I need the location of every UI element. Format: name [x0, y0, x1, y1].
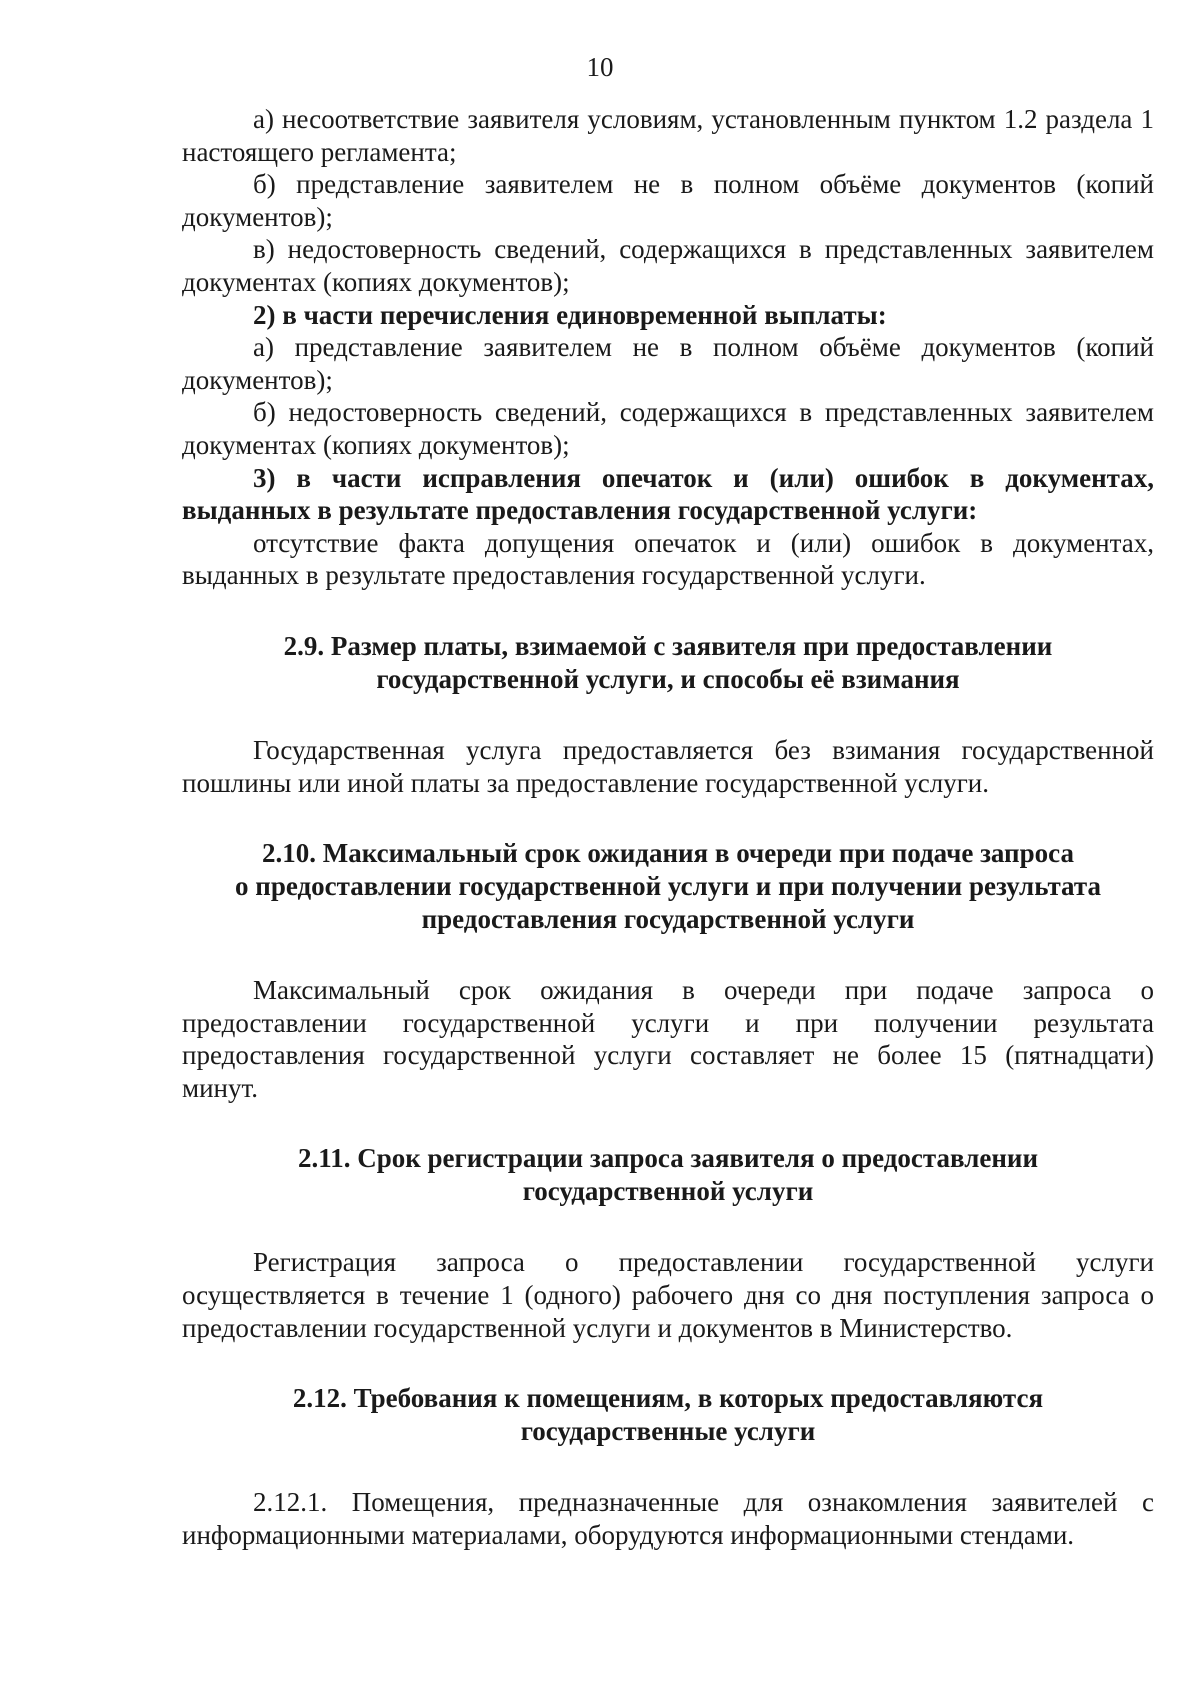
- section-2-9-text: Государственная услуга предоставляется без взимания государственной пошлины или иной платы за предоставление государственной услуги.: [182, 734, 1154, 798]
- document-body: [182, 103, 1154, 1551]
- paragraph-no-typos: отсутствие факта допущения опечаток и (или) ошибок в документах, выданных в результате предоставления государственной услуги.: [182, 527, 1154, 591]
- section-2-10-text: Максимальный срок ожидания в очереди при подаче запроса о предоставлении государственной услуги и при получении результата предоставления государственной услуги составляет не более 15 (пятнадцати) минут.: [182, 975, 1154, 1103]
- section-2-12-heading: 2.12. Требования к помещениям, в которых предоставляются государственные услуги: [292, 1383, 1044, 1447]
- paragraph-2-lump-sum-heading: 2) в части перечисления единовременной выплаты:: [253, 299, 887, 330]
- paragraph-a-noncompliance: а) несоответствие заявителя условиям, установленным пунктом 1.2 раздела 1 настоящего регламента;: [182, 104, 1154, 167]
- section-2-11-text: Регистрация запроса о предоставлении государственной услуги осуществляется в течение 1 (одного) рабочего дня со дня поступления запроса о предоставлении государственной услуги и документов в Министерство.: [182, 1247, 1154, 1343]
- paragraph-b-incomplete-docs: б) представление заявителем не в полном объёме документов (копий документов);: [182, 169, 1154, 232]
- paragraph-b-unreliable-info: б) недостоверность сведений, содержащихся в представленных заявителем документах (копиях документов);: [182, 397, 1154, 460]
- paragraph-a-incomplete-docs: а) представление заявителем не в полном объёме документов (копий документов);: [182, 332, 1154, 395]
- section-2-9-heading: 2.9. Размер платы, взимаемой с заявителя при предоставлении государственной услуги, и способы её взимания: [283, 630, 1053, 694]
- paragraph-3-corrections-heading: 3) в части исправления опечаток и (или) ошибок в документах, выданных в результате предоставления государственной услуги:: [182, 462, 1154, 526]
- section-2-12-text: 2.12.1. Помещения, предназначенные для ознакомления заявителей с информационными материалами, оборудуются информационными стендами.: [182, 1487, 1154, 1550]
- page-number: 10: [586, 52, 614, 82]
- paragraph-v-unreliable-info: в) недостоверность сведений, содержащихся в представленных заявителем документах (копиях документов);: [182, 234, 1154, 297]
- section-2-10-heading: 2.10. Максимальный срок ожидания в очереди при подаче запроса о предоставлении государственной услуги и при получении результата предоставления государственной услуги: [235, 838, 1101, 935]
- section-2-11-heading: 2.11. Срок регистрации запроса заявителя о предоставлении государственной услуги: [297, 1143, 1039, 1207]
